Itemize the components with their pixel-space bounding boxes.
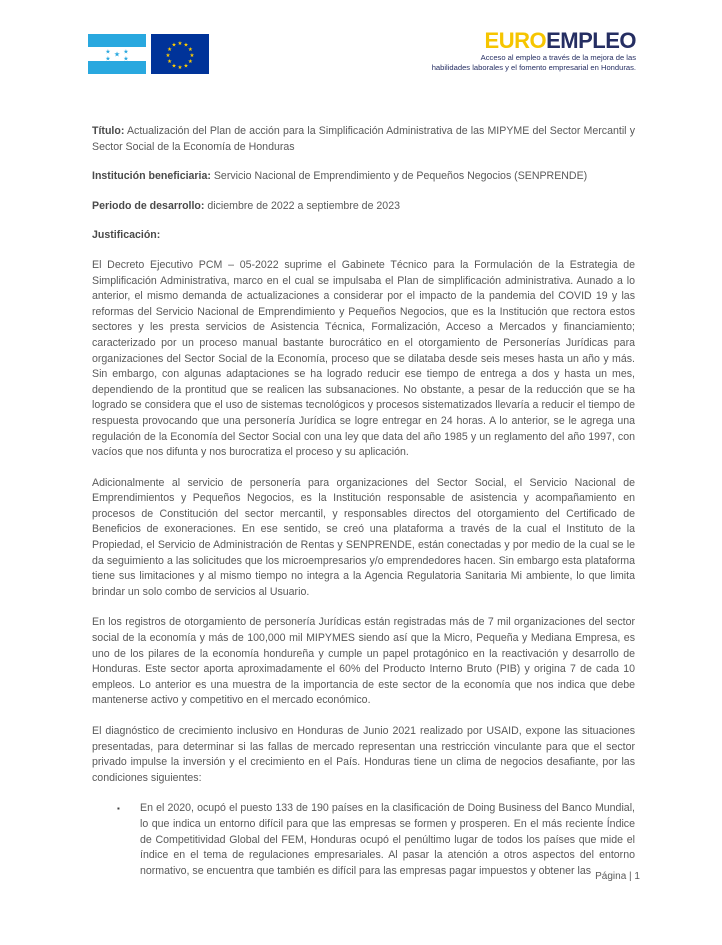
period-field <box>92 199 635 215</box>
star-icon: ★ <box>113 51 121 59</box>
eu-flag-icon <box>151 34 209 74</box>
title-text: Actualización del Plan de acción para la Simplificación Administrativa de las MIPYME del Sector Mercantil y Sector Social de la Economía de Honduras <box>92 125 635 153</box>
star-icon: ★ <box>171 63 177 70</box>
beneficiary-label: Institución beneficiaria: <box>92 170 211 183</box>
period-text: diciembre de 2022 a septiembre de 2023 <box>207 199 400 212</box>
page-number: Página | 1 <box>595 871 640 882</box>
star-icon: ★ <box>105 49 111 56</box>
star-icon: ★ <box>165 53 171 59</box>
title-label: Título: <box>92 125 125 137</box>
star-icon: ★ <box>187 47 193 53</box>
list-item <box>92 801 635 879</box>
beneficiary-text: Servicio Nacional de Emprendimiento y de Pequeños Negocios (SENPRENDE) <box>213 170 588 183</box>
star-icon: ★ <box>167 59 173 65</box>
star-icon: ★ <box>189 53 195 59</box>
tagline-line-1: Acceso al empleo a través de la mejora de las <box>480 53 636 62</box>
period-label: Periodo de desarrollo: <box>92 199 205 212</box>
euroempleo-wordmark <box>432 30 636 52</box>
star-icon: ★ <box>167 47 173 53</box>
header-flags <box>88 34 209 74</box>
star-icon: ★ <box>123 56 129 63</box>
tagline-line-2: habilidades laborales y el fomento empresarial en Honduras. <box>431 62 636 72</box>
document-body <box>92 124 635 879</box>
star-icon: ★ <box>183 42 189 49</box>
beneficiary-field <box>92 169 635 185</box>
paragraph-4: El diagnóstico de crecimiento inclusivo en Honduras de Junio 2021 realizado por USAID, expone las situaciones presentadas, para determinar si las fallas de mercado representan una restricción vinculante para que el sector privado impulse la inversión y el crecimiento en el País. Honduras tiene un clima de negocios desafiante, por las condiciones siguientes: <box>92 725 635 784</box>
paragraph-3: En los registros de otorgamiento de personería Jurídicas están registradas más de 7 mil organizaciones del sector social de la economía y más de 100,000 mil MIPYMES siendo así que la Micro, Pequeña y Mediana Empresa, es uno de los pilares de la economía hondureña y cumple un papel protagónico en la reactivación y desarrollo de Honduras. Este sector aporta aproximadamente el 60% del Producto Interno Bruto (PIB) y origina 7 de cada 10 empleos. Lo anterior es una muestra de la importancia de este sector de la economía que nos indica que debe mantenerse activo y competitivo en el mercado económico. <box>92 616 635 707</box>
paragraph-2: Adicionalmente al servicio de personería para organizaciones del Sector Social, el Servicio Nacional de Emprendimientos y Pequeños Negocios, es la Institución responsable de asistencia y acompañamiento en procesos de Constitución del sector mercantil, y responsables directos del otorgamiento del Certificado de Beneficios de exoneraciones. En ese sentido, se creó una plataforma a través de la cual el Instituto de la Propiedad, el Servicio de Administración de Rentas y SENPRENDE, están conectadas y por medio de la cual se le da seguimiento a las solicitudes que los microempresarios y/o emprendedores hacen. Sin embargo esta plataforma tiene sus limitaciones y al mismo tiempo no integra a la Agencia Regulatoria Sanitaria Mi ambiente, lo que limita brindar un solo combo de servicios al Usuario. <box>92 476 635 598</box>
star-icon: ★ <box>123 49 129 56</box>
paragraph-1: El Decreto Ejecutivo PCM – 05-2022 suprime el Gabinete Técnico para la Formulación de la Estrategia de Simplificación Administrativa, marco en el cual se impulsaba el Plan de simplificación administrativa. Aunado a lo anterior, el mismo demanda de actualizaciones a considerar por el impacto de la pandemia del COVID 19 y las reformas del Servicio Nacional de Emprendimiento y Pequeños Negocios, que es la Institución que rectora estos sectores y les presta servicios de Asistencia Técnica, Formalización, Acceso a Mercados y financiamiento; caracterizado por un proceso manual bastante burocrático en el otorgamiento de Personerías Jurídicas para organizaciones del Sector Social de la Economía, proceso que se dilataba desde seis meses hasta un año y más. Sin embargo, con algunas adaptaciones se ha logrado reducir ese tiempo de entrega a dos y hasta un mes, dependiendo de la prontitud que se realicen las subsanaciones. No obstante, a pesar de la reducción que se ha logrado se considera que el uso de sistemas tecnológicos y procesos sistematizados llevaría a reducir el tiempo de respuesta provocando que una personería Jurídica se logre entregar en 24 horas. A lo anterior, se le agrega una regulación de la Economía del Sector Social con una ley que data del año 1985 y un reglamento del año 1997, con vacíos que nos difunta y nos burocratiza el proceso y su aplicación. <box>92 258 635 459</box>
star-icon: ★ <box>171 42 177 49</box>
page-footer <box>595 871 640 882</box>
logo-tagline <box>432 53 636 72</box>
euroempleo-logo <box>432 30 636 72</box>
star-icon: ★ <box>183 63 189 70</box>
bullet-text: En el 2020, ocupó el puesto 133 de 190 países en la clasificación de Doing Business del Banco Mundial, lo que indica un entorno difícil para que las empresas se formen y prosperen. En el más reciente Índice de Competitividad Global del FEM, Honduras ocupó el penúltimo lugar de todos los países que mide el índice en el tema de regulaciones empresariales. Al pasar la atención a otros aspectos del entorno normativo, se encuentra que también es difícil para las empresas pagar impuestos y obtener las <box>140 802 635 877</box>
wordmark-euro: EURO <box>484 28 547 53</box>
star-icon: ★ <box>105 56 111 63</box>
title-field <box>92 124 635 155</box>
star-icon: ★ <box>177 65 183 71</box>
star-icon: ★ <box>177 41 183 47</box>
star-icon: ★ <box>187 59 193 65</box>
bullet-list <box>92 801 635 879</box>
honduras-flag-icon <box>88 34 146 74</box>
justification-heading: Justificación: <box>92 229 161 242</box>
square-bullet-icon: ▪ <box>117 804 120 814</box>
wordmark-empleo: EMPLEO <box>546 28 636 53</box>
